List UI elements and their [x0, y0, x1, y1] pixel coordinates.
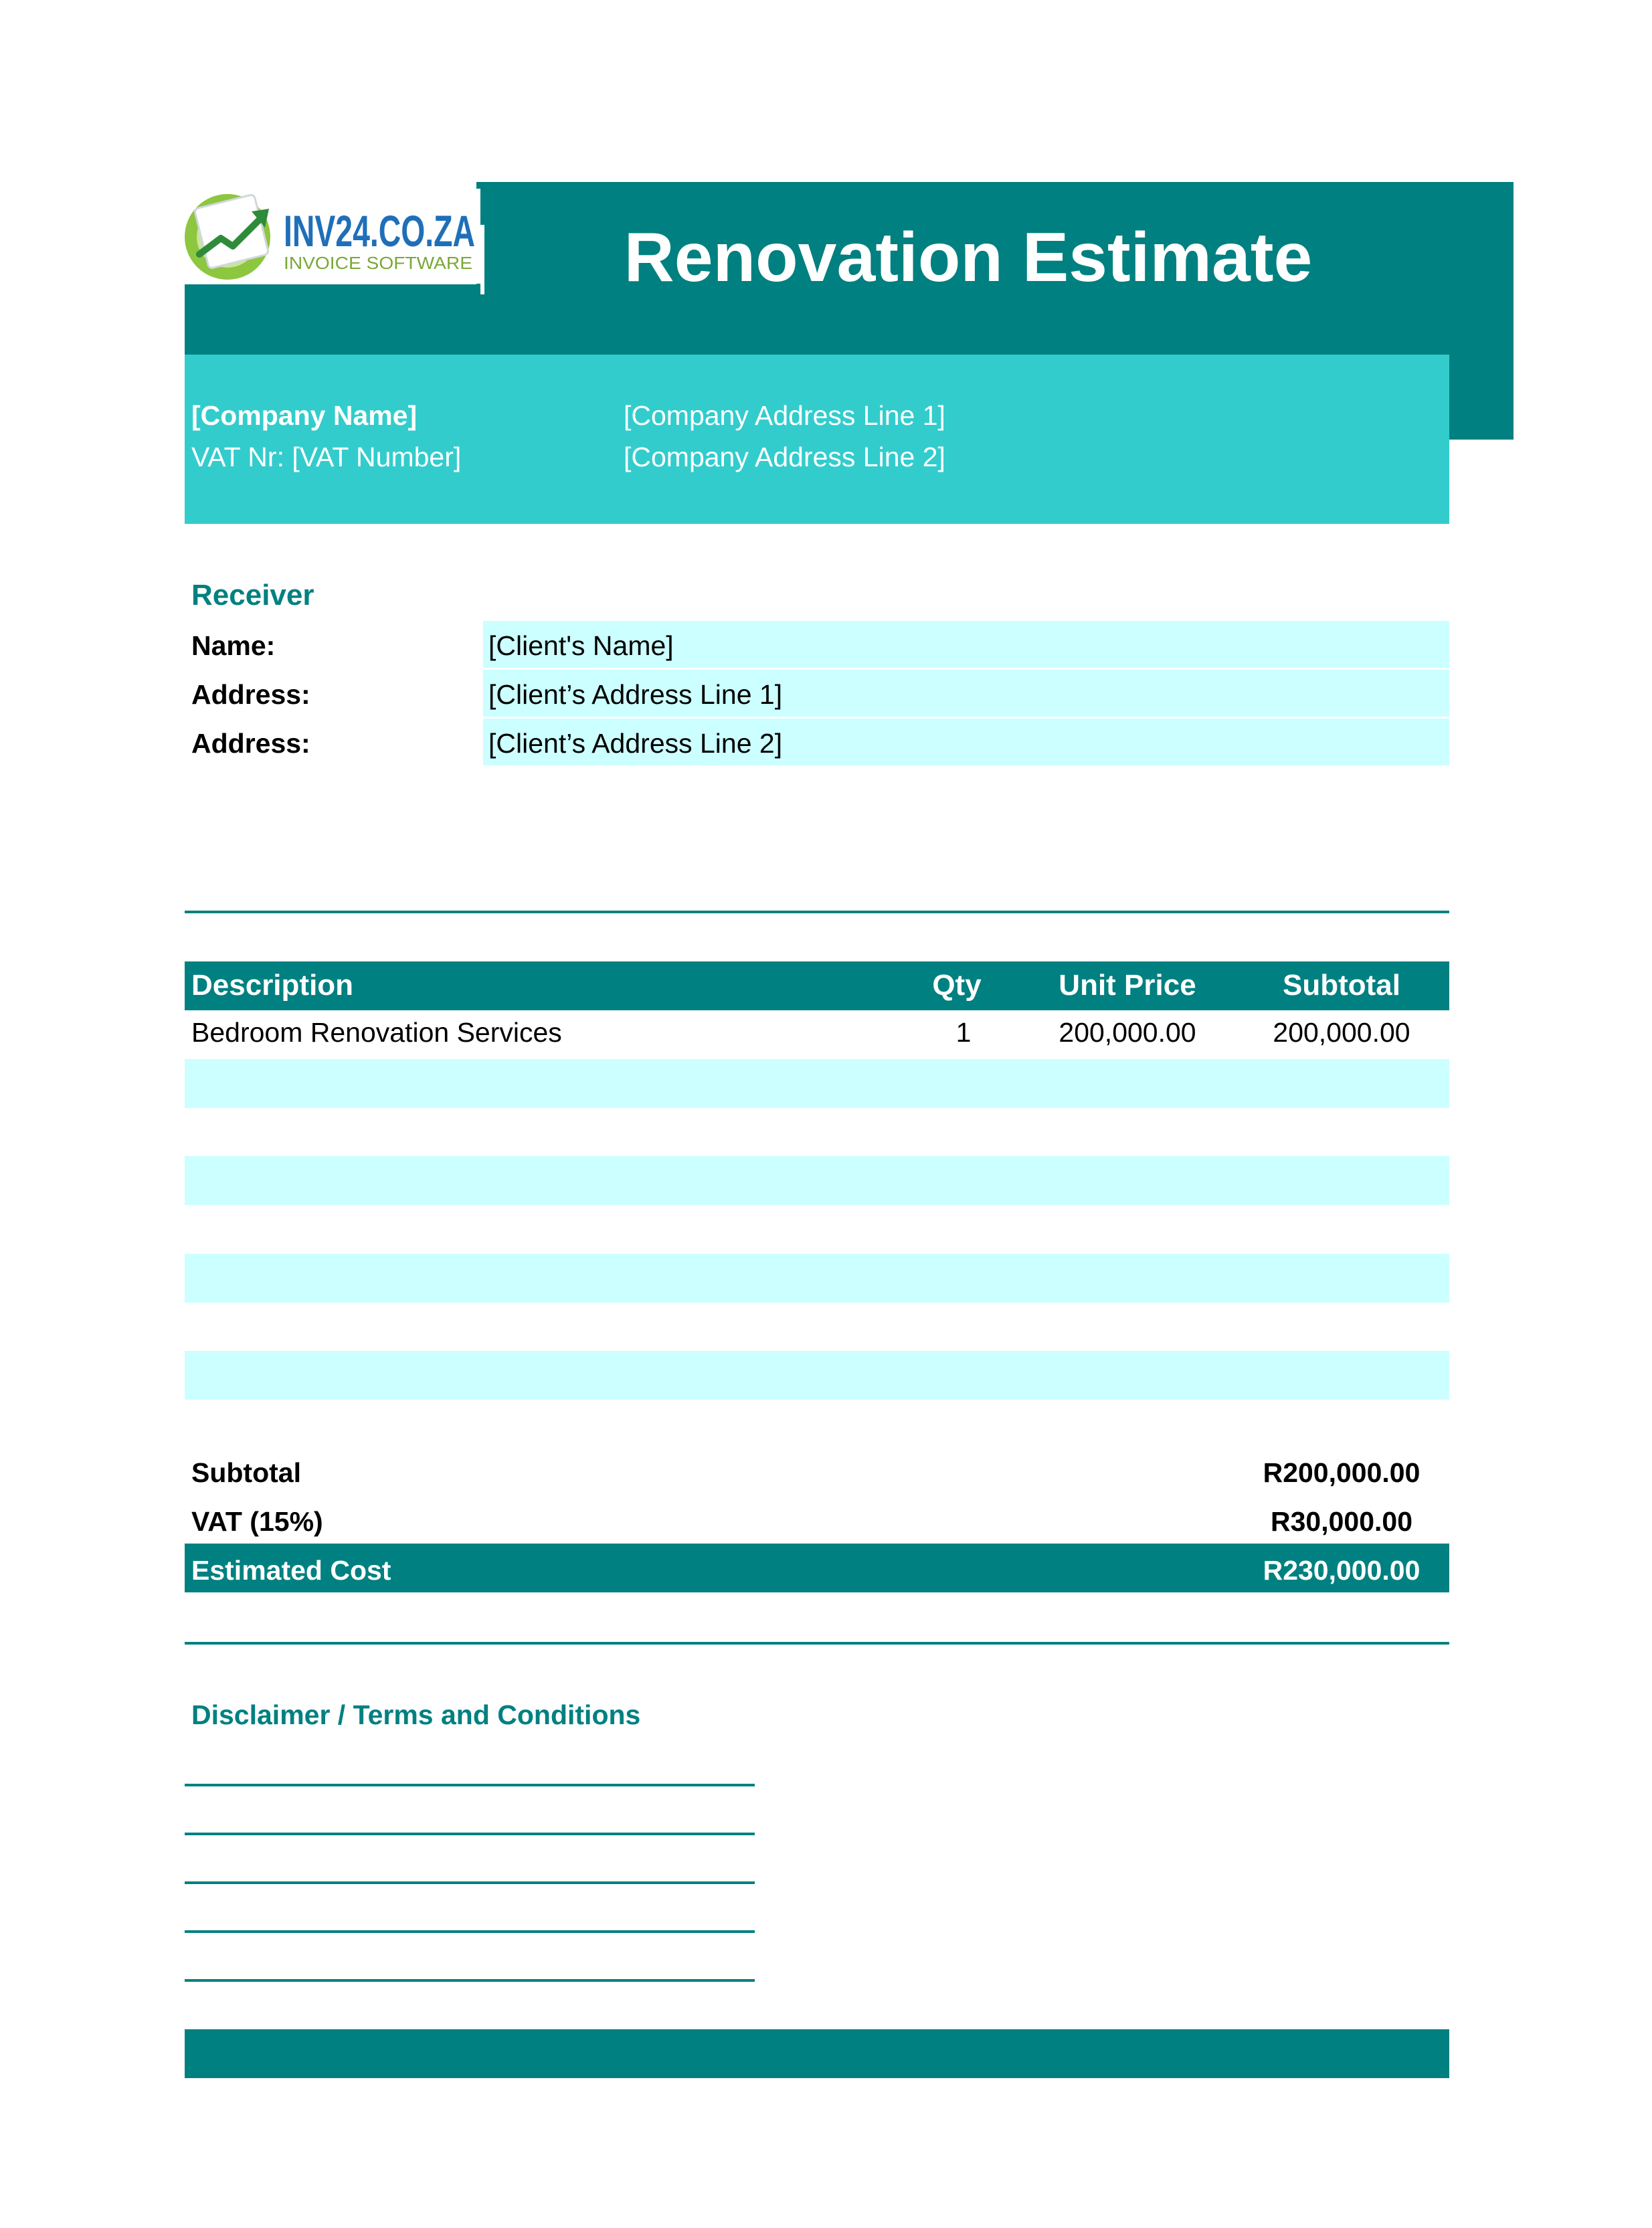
section-divider — [185, 1642, 1449, 1645]
logo-brand-text: INV24.CO.ZA — [284, 206, 475, 256]
receiver-name-value: [Client's Name] — [488, 630, 674, 661]
document-title: Renovation Estimate — [624, 219, 1313, 296]
row-unit-price: 200,000.00 — [1059, 1017, 1196, 1048]
column-header-qty: Qty — [932, 969, 982, 1002]
company-logo — [182, 189, 480, 284]
terms-line[interactable] — [185, 1784, 755, 1786]
company-address-line-1: [Company Address Line 1] — [624, 400, 945, 431]
terms-line[interactable] — [185, 1833, 755, 1835]
terms-line[interactable] — [185, 1881, 755, 1884]
receiver-address-1-value: [Client’s Address Line 1] — [488, 679, 783, 710]
vat-value: R30,000.00 — [1270, 1506, 1412, 1537]
company-vat: VAT Nr: [VAT Number] — [191, 442, 462, 472]
table-row — [185, 1059, 1449, 1108]
logo-divider — [480, 225, 484, 294]
logo-tagline-text: INVOICE SOFTWARE — [284, 253, 472, 273]
column-header-unit-price: Unit Price — [1059, 969, 1196, 1002]
table-row — [185, 1254, 1449, 1303]
header-left-band — [185, 284, 486, 355]
column-header-description: Description — [191, 969, 354, 1002]
company-address-line-2: [Company Address Line 2] — [624, 442, 945, 472]
column-header-subtotal: Subtotal — [1283, 969, 1400, 1002]
terms-heading: Disclaimer / Terms and Conditions — [191, 1699, 641, 1730]
section-divider — [185, 911, 1449, 913]
row-subtotal: 200,000.00 — [1273, 1017, 1410, 1048]
terms-line[interactable] — [185, 1979, 755, 1982]
footer-band — [185, 2029, 1449, 2078]
company-name: [Company Name] — [191, 400, 418, 431]
logo-icon — [182, 189, 480, 284]
terms-line[interactable] — [185, 1930, 755, 1933]
receiver-address-2-value: [Client’s Address Line 2] — [488, 728, 783, 759]
receiver-address-2-label: Address: — [191, 728, 310, 759]
receiver-address-1-label: Address: — [191, 679, 310, 710]
estimated-cost-label: Estimated Cost — [191, 1555, 391, 1586]
row-description: Bedroom Renovation Services — [191, 1017, 562, 1048]
table-row — [185, 1351, 1449, 1400]
company-info-band — [185, 355, 1449, 524]
subtotal-label: Subtotal — [191, 1457, 301, 1488]
subtotal-value: R200,000.00 — [1263, 1457, 1420, 1488]
receiver-heading: Receiver — [191, 579, 314, 612]
estimated-cost-value: R230,000.00 — [1263, 1555, 1420, 1586]
table-row — [185, 1156, 1449, 1205]
vat-label: VAT (15%) — [191, 1506, 323, 1537]
receiver-name-label: Name: — [191, 630, 276, 661]
row-qty: 1 — [955, 1017, 972, 1048]
